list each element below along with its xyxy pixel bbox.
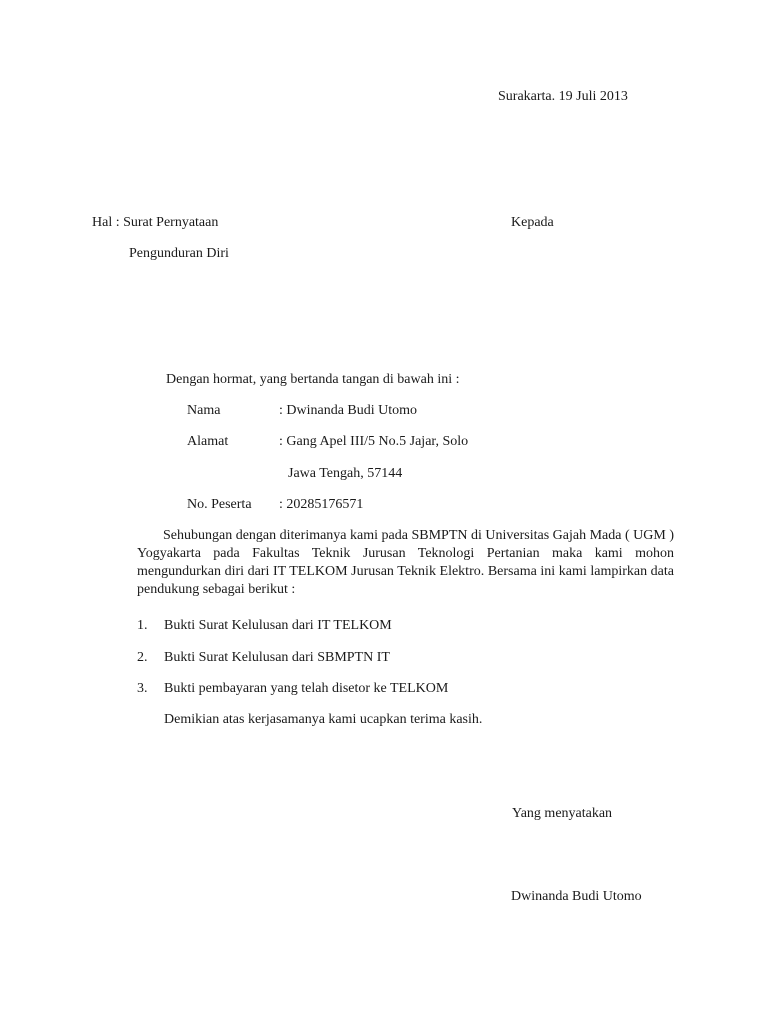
closing: Demikian atas kerjasamanya kami ucapkan terima kasih. — [164, 712, 483, 727]
signature-label: Yang menyatakan — [512, 806, 613, 821]
field-label-address: Alamat — [187, 434, 229, 449]
field-value-name: : Dwinanda Budi Utomo — [279, 403, 418, 418]
signature-name: Dwinanda Budi Utomo — [511, 889, 642, 904]
body-paragraph: Sehubungan dengan diterimanya kami pada SBMPTN di Universitas Gajah Mada ( UGM ) Yogyakarta pada Fakultas Teknik Jurusan Teknologi Pertanian maka kami mohon mengundurkan diri dari IT TELKOM Jurusan Teknik Elektro. Bersama ini kami lampirkan data pendukung sebagai berikut : — [137, 528, 674, 597]
recipient: Kepada — [511, 215, 554, 230]
attachment-number: 3. — [137, 681, 148, 696]
field-label-name: Nama — [187, 403, 221, 418]
attachment-number: 2. — [137, 650, 148, 665]
place-date: Surakarta. 19 Juli 2013 — [498, 89, 628, 104]
subject-line2: Pengunduran Diri — [129, 246, 229, 261]
attachment-number: 1. — [137, 618, 148, 633]
subject-label: Hal : Surat Pernyataan — [92, 215, 219, 230]
attachment-item: Bukti Surat Kelulusan dari IT TELKOM — [164, 618, 392, 633]
field-value-address-line2: Jawa Tengah, 57144 — [288, 466, 403, 481]
attachment-item: Bukti pembayaran yang telah disetor ke TELKOM — [164, 681, 449, 696]
greeting: Dengan hormat, yang bertanda tangan di bawah ini : — [166, 372, 460, 387]
field-label-participant-no: No. Peserta — [187, 497, 252, 512]
attachment-item: Bukti Surat Kelulusan dari SBMPTN IT — [164, 650, 390, 665]
field-value-address: : Gang Apel III/5 No.5 Jajar, Solo — [279, 434, 469, 449]
field-value-participant-no: : 20285176571 — [279, 497, 364, 512]
